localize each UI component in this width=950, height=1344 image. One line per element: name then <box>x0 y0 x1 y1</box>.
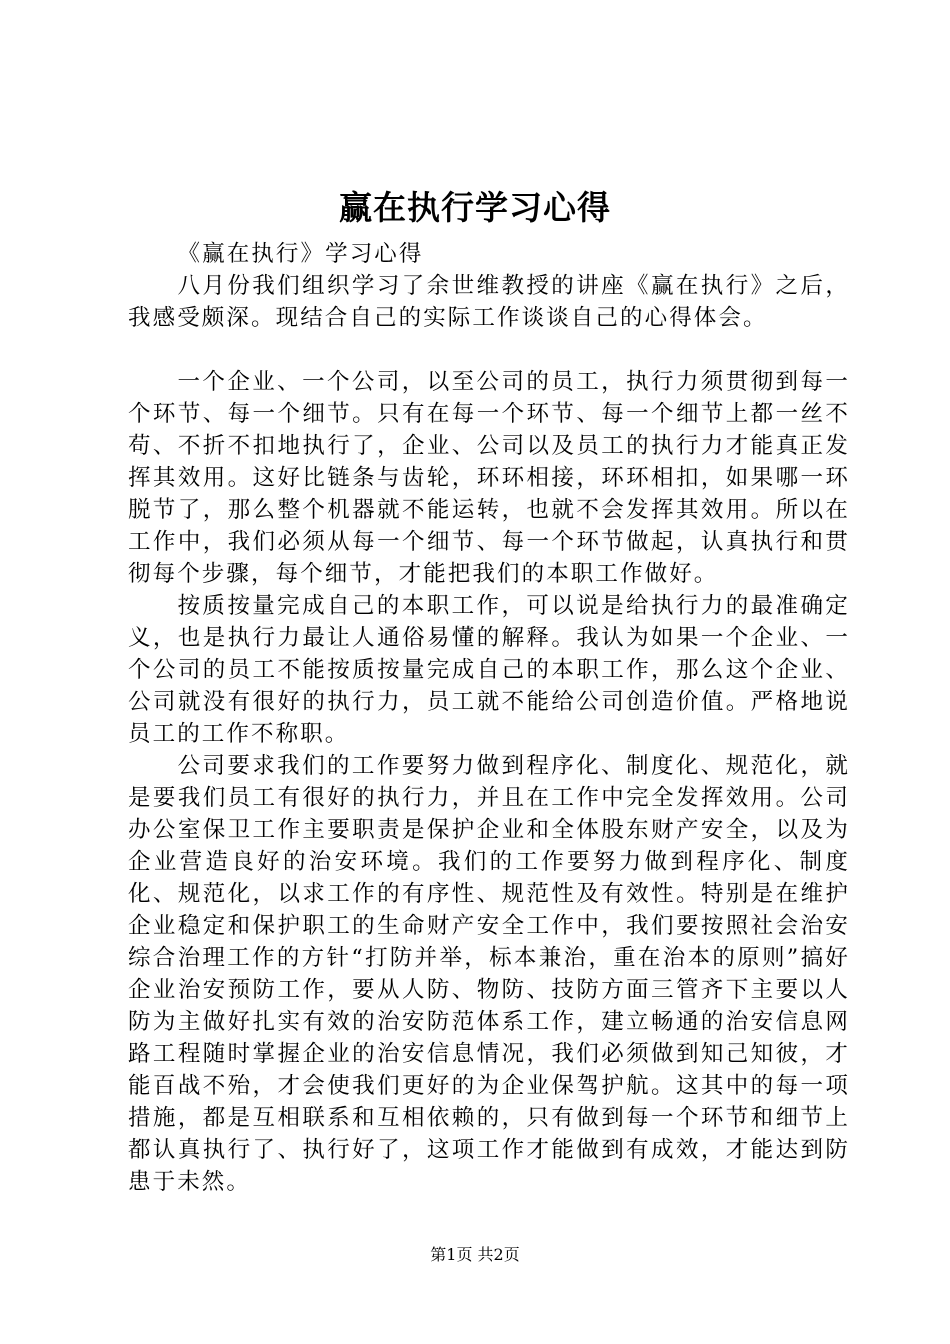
paragraph-quality-quantity: 按质按量完成自己的本职工作，可以说是给执行力的最准确定义，也是执行力最让人通俗易懂的解释。我认为如果一个企业、一个公司的员工不能按质按量完成自己的本职工作，那么这个企业、公司就没有很好的执行力，员工就不能给公司创造价值。严格地说员工的工作不称职。 <box>128 593 850 747</box>
document-subtitle: 《赢在执行》学习心得 <box>177 241 424 267</box>
page-number-footer: 第1页 共2页 <box>430 1245 520 1264</box>
paragraph-spacer <box>128 334 850 366</box>
paragraph-execution-details: 一个企业、一个公司，以至公司的员工，执行力须贯彻到每一个环节、每一个细节。只有在每一个环节、每一个细节上都一丝不苟、不折不扣地执行了，企业、公司以及员工的执行力才能真正发挥其效用。这好比链条与齿轮，环环相接，环环相扣，如果哪一环脱节了，那么整个机器就不能运转，也就不会发挥其效用。所以在工作中，我们必须从每一个细节、每一个环节做起，认真执行和贯彻每个步骤，每个细节，才能把我们的本职工作做好。 <box>128 369 850 587</box>
document-body <box>128 238 850 1198</box>
paragraph-intro: 八月份我们组织学习了余世维教授的讲座《赢在执行》之后，我感受颇深。现结合自己的实际工作谈谈自己的心得体会。 <box>128 273 850 331</box>
paragraph-security-work: 公司要求我们的工作要努力做到程序化、制度化、规范化，就是要我们员工有很好的执行力，并且在工作中完全发挥效用。公司办公室保卫工作主要职责是保护企业和全体股东财产安全，以及为企业营造良好的治安环境。我们的工作要努力做到程序化、制度化、规范化，以求工作的有序性、规范性及有效性。特别是在维护企业稳定和保护职工的生命财产安全工作中，我们要按照社会治安综合治理工作的方针“打防并举，标本兼治，重在治本的原则”搞好企业治安预防工作，要从人防、物防、技防方面三管齐下主要以人防为主做好扎实有效的治安防范体系工作，建立畅通的治安信息网路工程随时掌握企业的治安信息情况，我们必须做到知己知彼，才能百战不殆，才会使我们更好的为企业保驾护航。这其中的每一项措施，都是互相联系和互相依赖的，只有做到每一个环节和细节上都认真执行了、执行好了，这项工作才能做到有成效，才能达到防患于未然。 <box>128 753 850 1195</box>
document-title: 赢在执行学习心得 <box>339 188 611 227</box>
